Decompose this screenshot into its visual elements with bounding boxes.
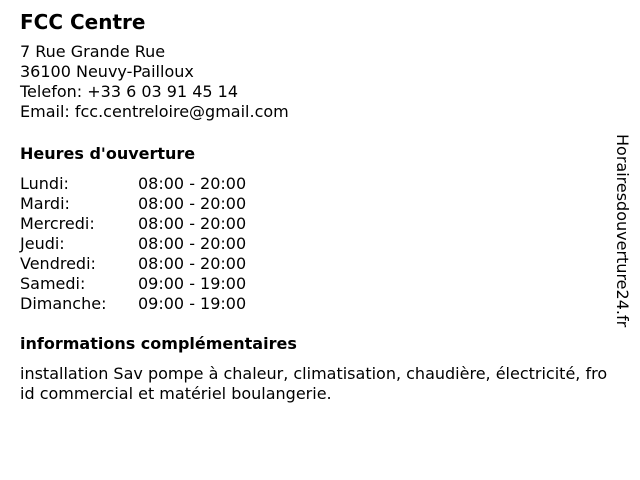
- hours-table: [20, 174, 610, 314]
- business-name: FCC Centre: [20, 10, 146, 34]
- site-watermark: Horairesdouverture24.fr: [613, 134, 632, 328]
- hours-row-tuesday: [20, 194, 610, 214]
- info-heading: informations complémentaires: [20, 334, 297, 353]
- hours-day: Mardi:: [20, 194, 70, 213]
- hours-day: Dimanche:: [20, 294, 107, 313]
- hours-time: 09:00 - 19:00: [138, 274, 247, 293]
- hours-row-sunday: [20, 294, 610, 314]
- hours-time: 08:00 - 20:00: [138, 254, 247, 273]
- address-line-1: 7 Rue Grande Rue: [20, 42, 166, 61]
- hours-row-thursday: [20, 234, 610, 254]
- hours-row-monday: [20, 174, 610, 194]
- hours-day: Mercredi:: [20, 214, 95, 233]
- hours-time: 08:00 - 20:00: [138, 194, 247, 213]
- hours-day: Samedi:: [20, 274, 86, 293]
- phone-line: Telefon: +33 6 03 91 45 14: [20, 82, 239, 101]
- hours-day: Jeudi:: [20, 234, 65, 253]
- hours-day: Vendredi:: [20, 254, 96, 273]
- hours-row-friday: [20, 254, 610, 274]
- hours-heading: Heures d'ouverture: [20, 144, 196, 163]
- address-line-2: 36100 Neuvy-Pailloux: [20, 62, 194, 81]
- info-text: installation Sav pompe à chaleur, climatisation, chaudière, électricité, froid commercial et matériel boulangerie.: [20, 364, 608, 403]
- hours-time: 09:00 - 19:00: [138, 294, 247, 313]
- business-card: [20, 10, 610, 404]
- hours-row-wednesday: [20, 214, 610, 234]
- hours-time: 08:00 - 20:00: [138, 234, 247, 253]
- email-line: Email: fcc.centreloire@gmail.com: [20, 102, 289, 121]
- hours-day: Lundi:: [20, 174, 69, 193]
- hours-row-saturday: [20, 274, 610, 294]
- hours-time: 08:00 - 20:00: [138, 214, 247, 233]
- hours-time: 08:00 - 20:00: [138, 174, 247, 193]
